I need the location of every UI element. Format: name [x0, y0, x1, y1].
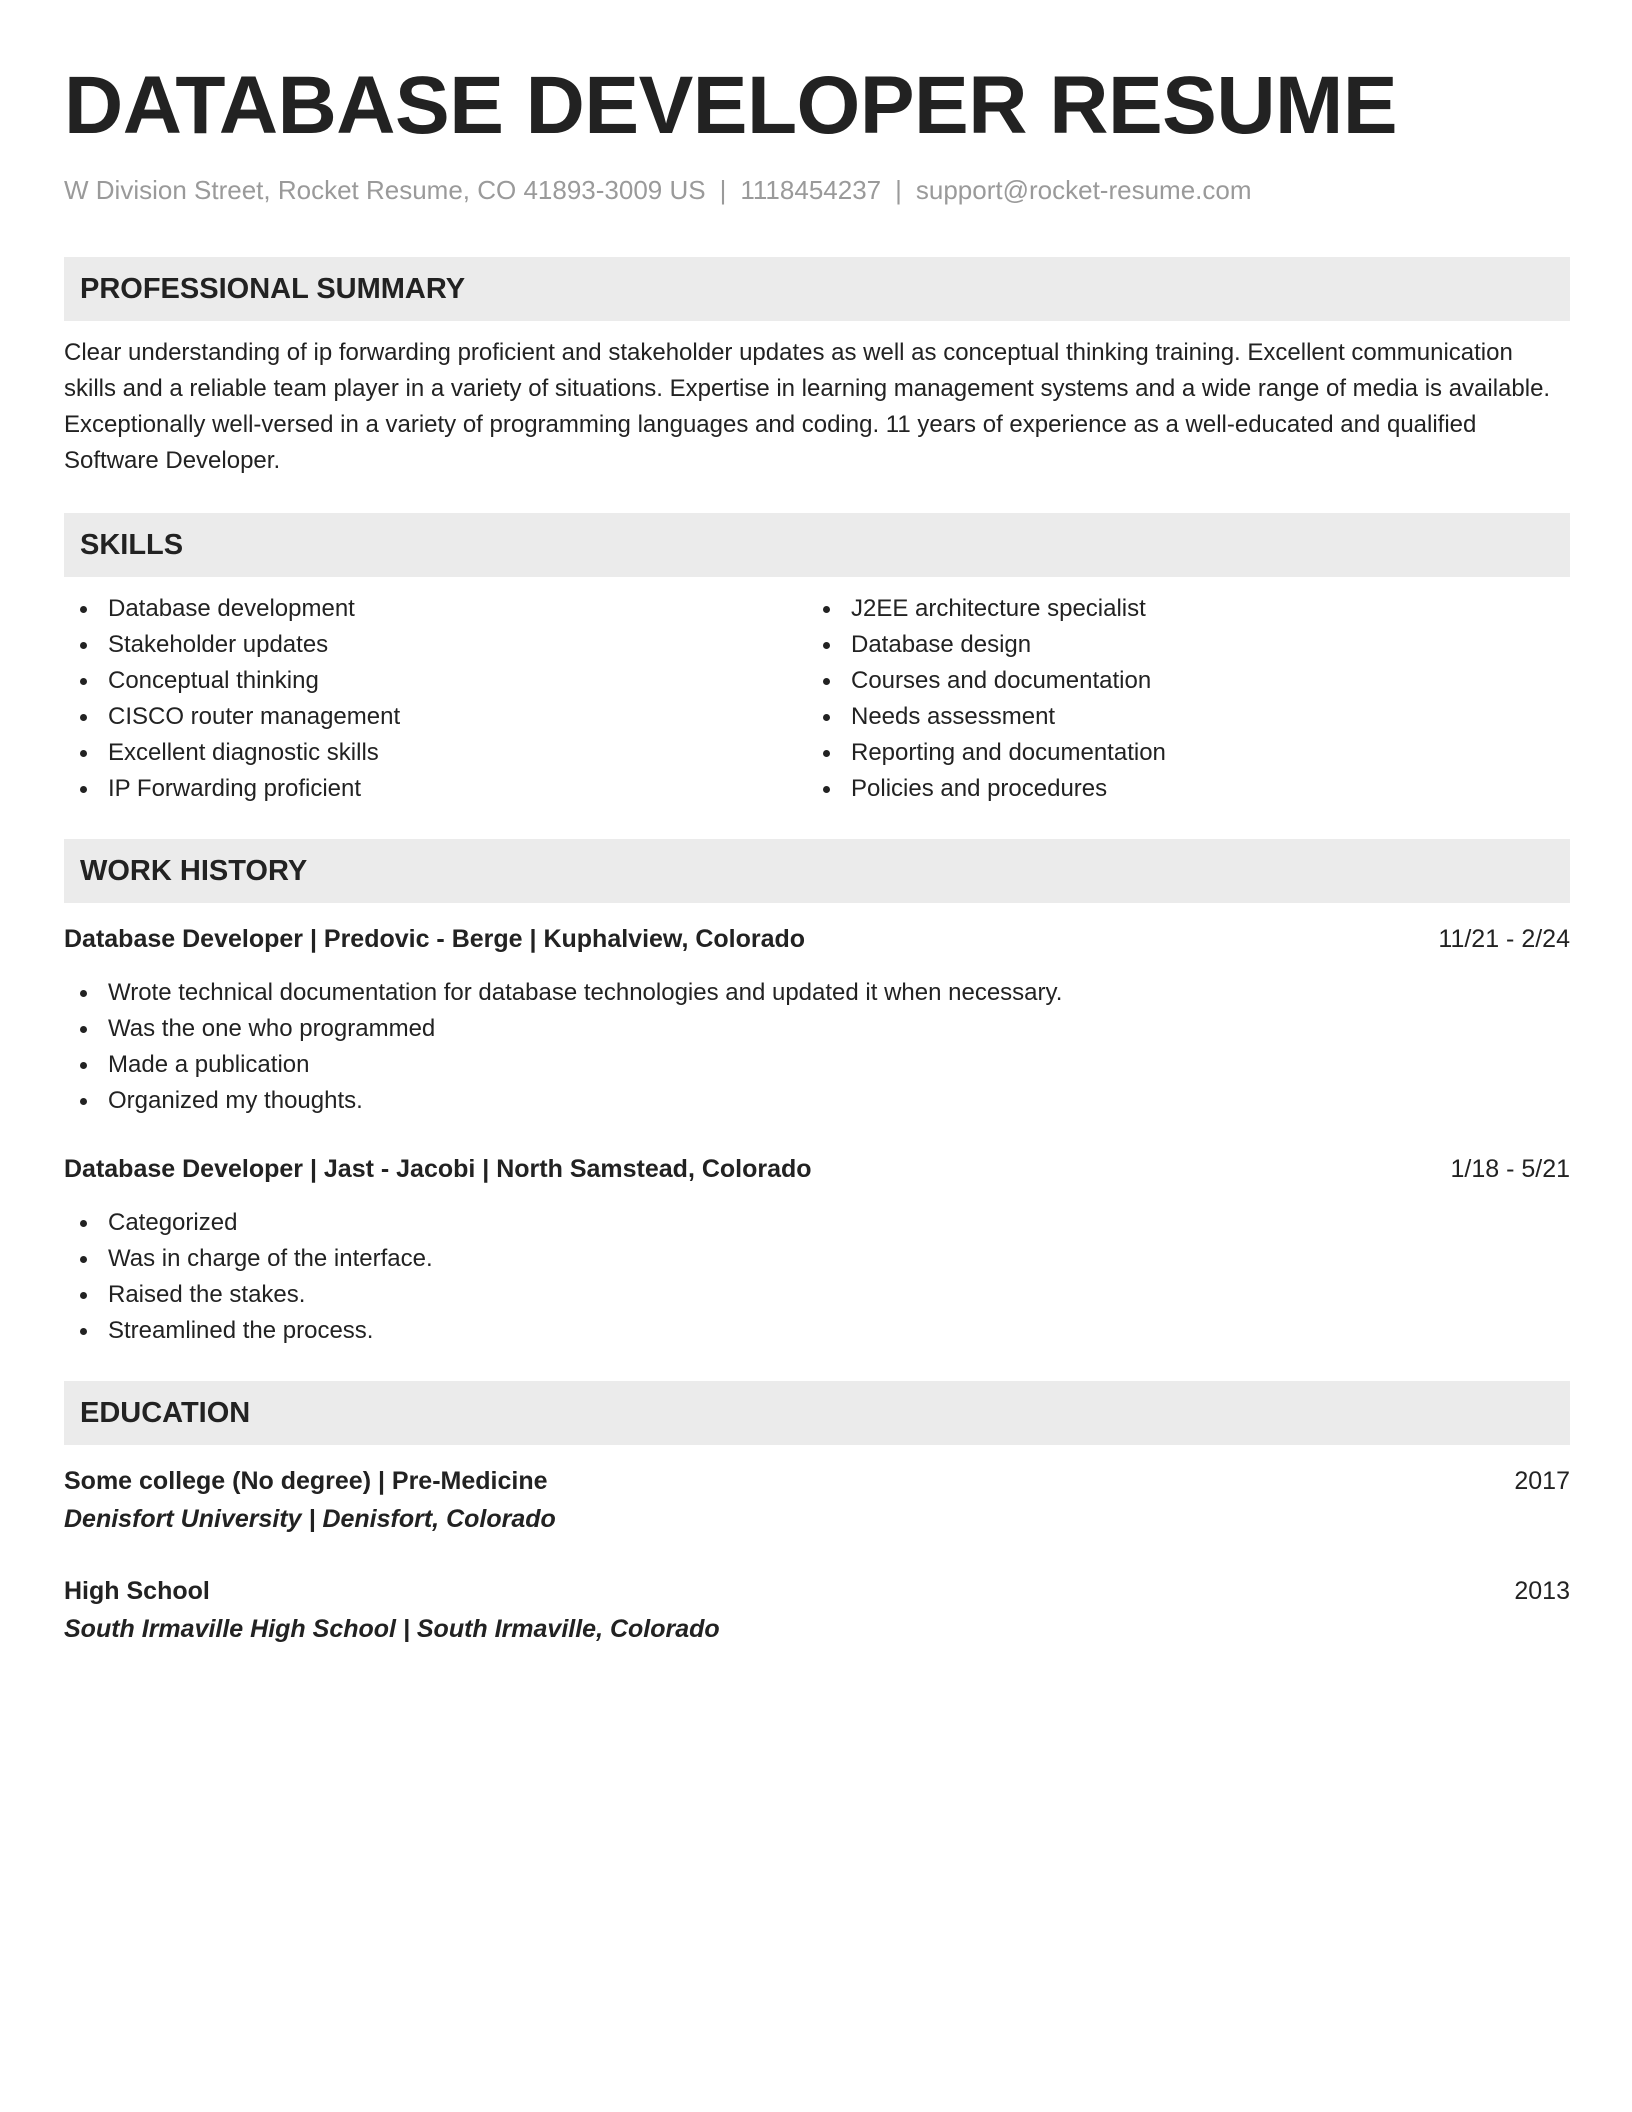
job-bullet: Raised the stakes.: [64, 1277, 1570, 1313]
job-bullets: [64, 975, 1570, 1119]
section-header-skills: SKILLS: [64, 513, 1570, 577]
skill-item: Courses and documentation: [807, 663, 1550, 699]
education-year: 2017: [1514, 1467, 1570, 1495]
skills-grid: [64, 591, 1570, 807]
job-dates: 1/18 - 5/21: [1450, 1155, 1570, 1183]
skills-list-left: [64, 591, 807, 807]
section-header-education: EDUCATION: [64, 1381, 1570, 1445]
skills-column-left: [64, 591, 807, 807]
job-bullet: Was the one who programmed: [64, 1011, 1570, 1047]
job-title: Database Developer | Predovic - Berge | Kuphalview, Colorado: [64, 925, 806, 953]
education-header: [64, 1573, 1570, 1609]
skill-item: J2EE architecture specialist: [807, 591, 1550, 627]
skill-item: Excellent diagnostic skills: [64, 735, 807, 771]
contact-line: [64, 174, 1570, 206]
education-degree: Some college (No degree) | Pre-Medicine: [64, 1467, 548, 1495]
job-entry: [64, 1151, 1570, 1349]
skill-item: Database development: [64, 591, 807, 627]
section-header-summary: PROFESSIONAL SUMMARY: [64, 257, 1570, 321]
skill-item: Reporting and documentation: [807, 735, 1550, 771]
skill-item: Database design: [807, 627, 1550, 663]
job-header: [64, 921, 1570, 957]
education-school: South Irmaville High School | South Irmaville, Colorado: [64, 1615, 720, 1643]
job-bullet: Was in charge of the interface.: [64, 1241, 1570, 1277]
skill-item: IP Forwarding proficient: [64, 771, 807, 807]
resume-title: DATABASE DEVELOPER RESUME: [64, 60, 1398, 151]
skills-column-right: [807, 591, 1550, 807]
job-bullet: Made a publication: [64, 1047, 1570, 1083]
education-year: 2013: [1514, 1577, 1570, 1605]
summary-text: Clear understanding of ip forwarding proficient and stakeholder updates as well as conceptual thinking training. Excellent communication skills and a reliable team player in a variety of situations. Expertise in learning management systems and a wide range of media is available. Exceptionally well-versed in a variety of programming languages and coding. 11 years of experience as a well-educated and qualified Software Developer.: [64, 339, 1551, 474]
skill-item: Needs assessment: [807, 699, 1550, 735]
job-dates: 11/21 - 2/24: [1438, 925, 1570, 953]
skill-item: Conceptual thinking: [64, 663, 807, 699]
job-bullet: Organized my thoughts.: [64, 1083, 1570, 1119]
section-header-work-history: WORK HISTORY: [64, 839, 1570, 903]
job-entry: [64, 921, 1570, 1119]
job-bullet: Categorized: [64, 1205, 1570, 1241]
resume-page: [64, 58, 1570, 1647]
job-bullets: [64, 1205, 1570, 1349]
contact-separator: |: [719, 175, 727, 205]
contact-phone: 1118454237: [740, 175, 882, 205]
skill-item: Policies and procedures: [807, 771, 1550, 807]
skills-list-right: [807, 591, 1550, 807]
education-school: Denisfort University | Denisfort, Colorado: [64, 1505, 556, 1533]
job-bullet: Wrote technical documentation for database technologies and updated it when necessary.: [64, 975, 1570, 1011]
contact-email: support@rocket-resume.com: [915, 175, 1252, 205]
education-degree: High School: [64, 1577, 210, 1605]
job-header: [64, 1151, 1570, 1187]
contact-separator: |: [895, 175, 902, 205]
skill-item: CISCO router management: [64, 699, 807, 735]
education-header: [64, 1463, 1570, 1499]
education-entry: [64, 1573, 1570, 1647]
job-bullet: Streamlined the process.: [64, 1313, 1570, 1349]
education-entry: [64, 1463, 1570, 1537]
job-title: Database Developer | Jast - Jacobi | North Samstead, Colorado: [64, 1155, 812, 1183]
contact-address: W Division Street, Rocket Resume, CO 41893-3009 US: [64, 175, 706, 205]
skill-item: Stakeholder updates: [64, 627, 807, 663]
